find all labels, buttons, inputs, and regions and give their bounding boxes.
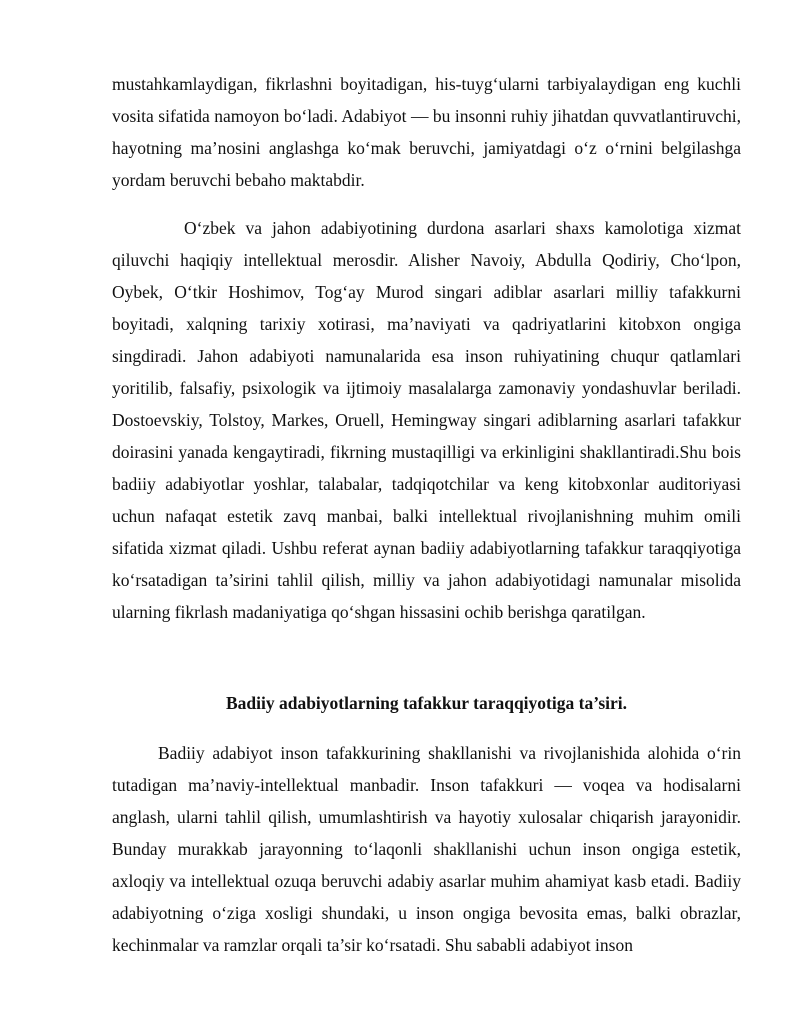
section-heading: Badiiy adabiyotlarning tafakkur taraqqiyotiga ta’siri.	[225, 693, 628, 713]
paragraph-literary-heritage: O‘zbek va jahon adabiyotining durdona asarlari shaxs kamolotiga xizmat qiluvchi haqiqiy intellektual merosdir. Alisher Navoiy, Abdulla Qodiriy, Cho‘lpon, Oybek, O‘tkir Hoshimov, Tog‘ay Murod singari adiblar asarlari milliy tafakkurni boyitadi, xalqning tarixiy xotirasi, ma’naviyati va qadriyatlarini kitobxon ongiga singdiradi. Jahon adabiyoti namunalarida esa inson ruhiyatining chuqur qatlamlari yoritilib, falsafiy, psixologik va ijtimoiy masalalarga zamonaviy yondashuvlar beriladi. Dostoevskiy, Tolstoy, Markes, Oruell, Hemingway singari adiblarning asarlari tafakkur doirasini yanada kengaytiradi, fikrning mustaqilligi va erkinligini shakllantiradi.Shu bois badiiy adabiyotlar yoshlar, talabalar, tadqiqotchilar va keng kitobxonlar auditoriyasi uchun nafaqat estetik zavq manbai, balki intellektual rivojlanishning muhim omili sifatida xizmat qiladi. Ushbu referat aynan badiiy adabiyotlarning tafakkur taraqqiyotiga ko‘rsatadigan ta’sirini tahlil qilish, milliy va jahon adabiyotidagi namunalar misolida ularning fikrlash madaniyatiga qo‘shgan hissasini ochib berishga qaratilgan.	[112, 218, 741, 622]
paragraph-intro-continuation: mustahkamlaydigan, fikrlashni boyitadigan, his-tuyg‘ularni tarbiyalaydigan eng kuchli vosita sifatida namoyon bo‘ladi. Adabiyot — bu insonni ruhiy jihatdan quvvatlantiruvchi, hayotning ma’nosini anglashga ko‘mak beruvchi, jamiyatdagi o‘z o‘rnini belgilashga yordam beruvchi bebaho maktabdir.	[112, 74, 741, 190]
paragraph-section-body: Badiiy adabiyot inson tafakkurining shakllanishi va rivojlanishida alohida o‘rin tutadigan ma’naviy-intellektual manbadir. Inson tafakkuri — voqea va hodisalarni anglash, ularni tahlil qilish, umumlashtirish va hayotiy xulosalar chiqarish jarayonidir. Bunday murakkab jarayonning to‘laqonli shakllanishi uchun inson ongiga estetik, axloqiy va intellektual ozuqa beruvchi adabiy asarlar muhim ahamiyat kasb etadi. Badiiy adabiyotning o‘ziga xosligi shundaki, u inson ongiga bevosita emas, balki obrazlar, kechinmalar va ramzlar orqali ta’sir ko‘rsatadi. Shu sababli adabiyot inson	[112, 743, 741, 955]
